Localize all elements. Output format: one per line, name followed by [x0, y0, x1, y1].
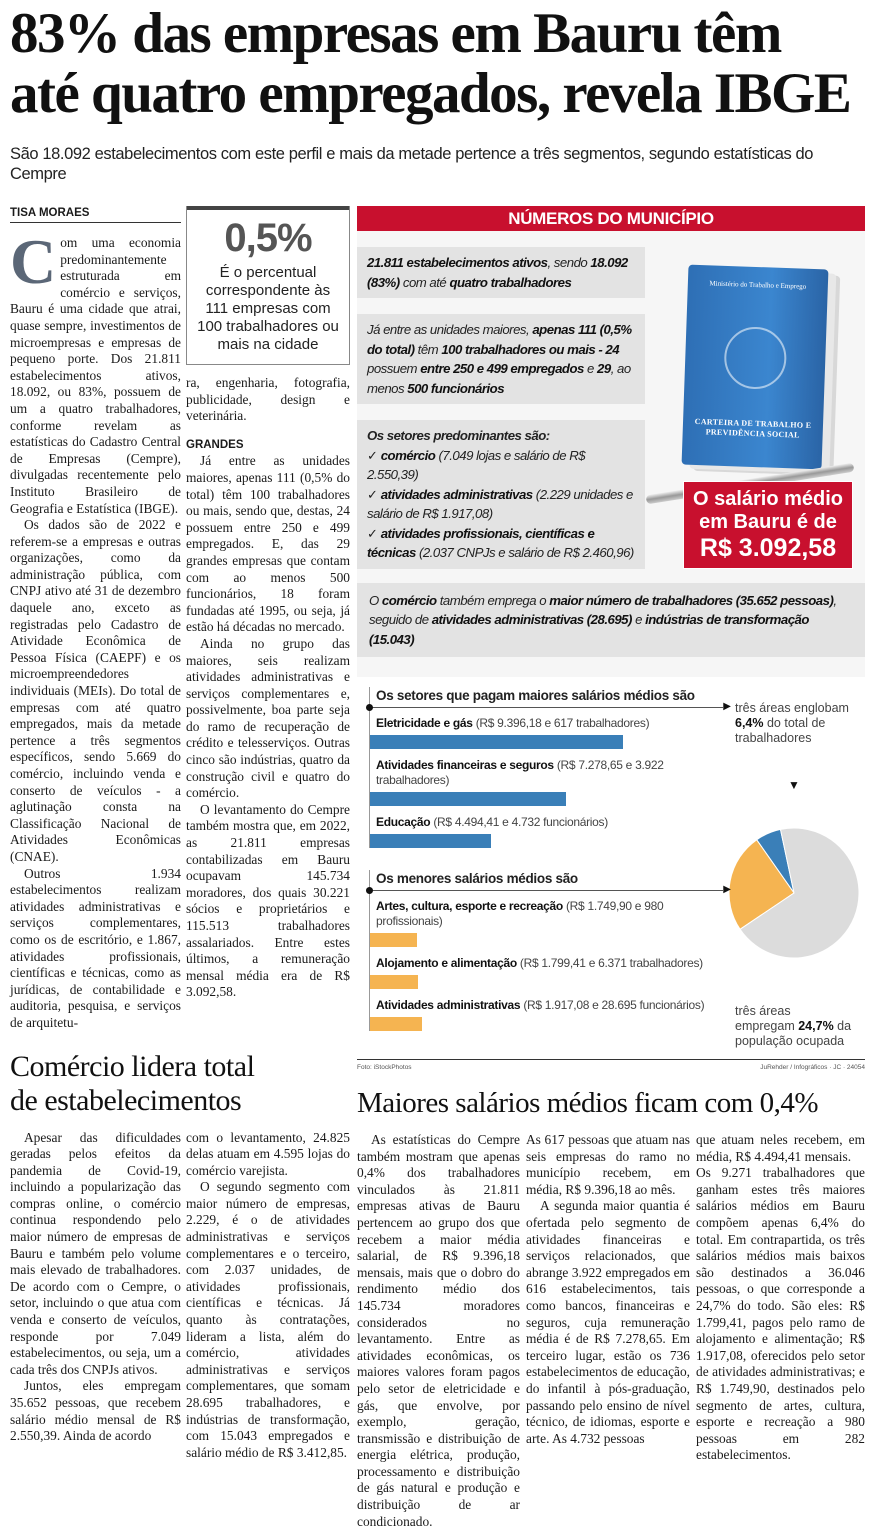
bar-label-name: Artes, cultura, esporte e recreação — [376, 899, 563, 913]
bar-label-name: Atividades administrativas — [376, 998, 521, 1012]
paragraph: Outros 1.934 estabelecimentos realizam atividades administrativas e serviços complementares, como os de escritório, e 1.867, atividades profissionais, científicas e técnicas, como as jurídicas, de contabilidade e auditoria, pesquisa, e serviços de arquitetu- — [10, 865, 181, 1030]
check-icon: ✓ — [367, 447, 381, 463]
bar-group-high — [369, 687, 731, 848]
bar-chart — [357, 687, 731, 1053]
sector-detail: (7.049 lojas e salário de R$ 2.550,39) — [367, 447, 586, 482]
text-segment: com até — [399, 274, 450, 290]
bar-label — [376, 998, 723, 1013]
chart-title-low: Os menores salários médios são — [376, 871, 578, 886]
sector-name: atividades administrativas — [380, 486, 533, 502]
salarios-column-3 — [696, 1132, 865, 1464]
text-segment: também emprega o — [436, 592, 550, 608]
note-pct: 6,4% — [735, 716, 764, 730]
salary-value: R$ 3.092,58 — [699, 533, 837, 562]
paragraph: As 617 pessoas que atuam nas seis empresas do ramo no município recebem, em média, R$ 9.396,18 ao mês. — [526, 1132, 690, 1197]
text-segment: têm — [414, 341, 442, 357]
bullet-dot — [366, 704, 373, 711]
salary-label-1: O salário médio — [692, 487, 844, 510]
bar-label-detail: (R$ 4.494,41 e 4.732 funcionários) — [433, 815, 608, 829]
fact-box-employment — [357, 583, 865, 658]
sectors-title: Os setores predominantes são: — [367, 428, 550, 443]
bar-label-detail: (R$ 7.278,65 e 3.922 trabalhadores) — [376, 758, 664, 787]
paragraph: Juntos, eles empregam 35.652 pessoas, que recebem salário médio mensal de R$ 2.550,39. Ainda de acordo — [10, 1378, 181, 1444]
graphic-credit: JuRehder / Infográficos · JC · 24054 — [760, 1064, 865, 1071]
page-body — [10, 206, 865, 1530]
check-icon: ✓ — [367, 486, 381, 502]
card-title-text: CARTEIRA DE TRABALHO E PREVIDÊNCIA SOCIAL — [694, 416, 812, 440]
emphasis-text: comércio — [381, 592, 437, 608]
divider — [187, 206, 349, 210]
bar-label-name: Eletricidade e gás — [376, 716, 473, 730]
drop-cap: C — [10, 226, 57, 297]
emphasis-text: apenas 111 (0,5% do total) — [367, 322, 632, 357]
sector-item — [367, 446, 635, 485]
left-region — [10, 206, 350, 1461]
emphasis-text: 500 funcionários — [407, 380, 505, 396]
right-region — [357, 206, 865, 1530]
highlight-value: 0,5% — [224, 216, 312, 260]
emphasis-text: 18.092 (83%) — [367, 255, 628, 290]
note-text: três áreas empregam — [735, 1003, 799, 1033]
salary-chart — [357, 677, 865, 1059]
pie-chart-area — [723, 687, 865, 1053]
sector-name: comércio — [380, 447, 436, 463]
text-segment: O — [369, 592, 382, 608]
sector-item — [367, 524, 635, 563]
section-title-comercio — [10, 1050, 350, 1118]
emphasis-text: 100 trabalhadores ou mais - 24 — [441, 341, 620, 357]
headline-line-2: até quatro empregados, revela IBGE — [10, 62, 851, 125]
emphasis-text: quatro trabalhadores — [449, 274, 572, 290]
subtitle: São 18.092 estabelecimentos com este perfil e mais da metade pertence a três segmentos, segundo estatísticas do Cempre — [10, 145, 814, 183]
fact-box-large-units — [357, 314, 645, 404]
title-line: Comércio lidera total — [10, 1049, 255, 1083]
bar-group-low — [369, 870, 731, 1031]
bar-label-name: Alojamento e alimentação — [376, 956, 517, 970]
arrow-right-icon: ▶ — [723, 701, 731, 712]
fact-box-sectors — [357, 420, 645, 569]
credits — [357, 1059, 865, 1072]
comercio-column-1 — [10, 1130, 181, 1445]
paragraph: com o levantamento, 24.825 delas atuam em 4.595 lojas do comércio varejista. — [186, 1129, 350, 1178]
paragraph: que atuam neles recebem, em média, R$ 4.494,41 mensais. — [696, 1132, 865, 1164]
sector-detail: (2.037 CNPJs e salário de R$ 2.460,96) — [415, 545, 634, 560]
text-segment: , seguido de — [369, 592, 837, 627]
sector-detail: (2.229 unidades e salário de R$ 1.917,08) — [367, 486, 633, 521]
bar-label-detail: (R$ 9.396,18 e 617 trabalhadores) — [475, 716, 650, 730]
bar — [370, 735, 623, 749]
salarios-article — [357, 1132, 865, 1530]
comercio-article — [10, 1130, 350, 1462]
paragraph: Os dados são de 2022 e referem-se a empresas e outras organizações, como da administração pública, com CNPJ ativo até 31 de dezembro daquele ano, exceto as registradas pelo Cadastro de Atividade Econômica de Pessoa Física (CAEPF) e os microempreendedores individuais (MEIs). Do total de empresas com até quatro empregados, mais da metade pertence a três segmentos específicos, sendo 5.669 do comércio, incluindo venda e conserto de veículos - a aglutinação consta na Classificação Nacional de Atividades Econômicas (CNAE). — [10, 517, 181, 864]
salarios-column-1 — [357, 1132, 520, 1530]
emphasis-text: 21.811 estabelecimentos ativos — [367, 255, 548, 270]
pie-note-high — [735, 701, 853, 746]
bar — [370, 933, 417, 947]
emphasis-text: maior número de trabalhadores (35.652 pessoas) — [549, 592, 834, 608]
infographic — [357, 206, 865, 1072]
text-segment: Já entre as unidades maiores, — [367, 322, 533, 337]
bar-label-detail: (R$ 1.749,90 e 980 profissionais) — [376, 899, 664, 928]
main-article-column-1 — [10, 206, 181, 1032]
bar — [370, 975, 418, 989]
byline: TISA MORAES — [10, 206, 181, 223]
card-ministry-text: Ministério do Trabalho e Emprego — [709, 279, 807, 291]
headline — [10, 4, 865, 124]
note-text: do total de trabalhadores — [735, 716, 826, 745]
note-text: três áreas englobam — [735, 701, 849, 715]
paragraph-text: om uma economia predominantemente estruturada em comércio e serviços, Bauru é uma cidade que atrai, quase sempre, investimentos de microempresas e empresas de pequeno porte. Dos 21.811 estabelecimentos ativos, 18.092, ou 83%, possuem de um a quatro trabalhadores, conforme revelam as estatísticas do Cadastro Central de Empresas (Cempre), divulgadas recentemente pelo Instituto Brasileiro de Geografia e Estatística (IBGE). — [10, 235, 181, 516]
arrow-down-icon: ▼ — [788, 777, 800, 792]
bar-label — [376, 815, 723, 830]
connector-line — [370, 884, 731, 895]
pie-chart — [724, 823, 864, 963]
paragraph: O segundo segmento com maior número de empresas, 2.229, é o de atividades administrativas e serviços complementares e o terceiro, com 2.037 unidades, de atividades profissionais, científicas e técnicas. Já quanto às contratações, lideram a lista, além do comércio, atividades administrativas e serviços complementares, que somam 28.695 trabalhadores, e indústrias de transformação, com 15.043 empregados e salário médio de R$ 3.412,85. — [186, 1179, 350, 1460]
section-title-salarios: Maiores salários médios ficam com 0,4% — [357, 1087, 818, 1119]
paragraph: ra, engenharia, fotografia, publicidade, design e veterinária. — [186, 375, 350, 424]
bullet-dot — [366, 887, 373, 894]
note-pct: 24,7% — [798, 1018, 834, 1033]
check-icon: ✓ — [367, 525, 381, 541]
highlight-text: É o percentual correspondente às 111 empresas com 100 trabalhadores ou mais na cidade — [197, 264, 339, 353]
bar-label — [376, 716, 723, 731]
text-segment: possuem — [367, 361, 421, 376]
paragraph — [10, 226, 181, 517]
infographic-title: NÚMEROS DO MUNICÍPIO — [357, 206, 865, 231]
fact-box-establishments — [357, 247, 645, 298]
infographic-visual — [675, 247, 865, 569]
paragraph: Ainda no grupo das maiores, seis realizam atividades administrativas e serviços complementares e, possivelmente, boa parte seja do ramo de recuperação de crédito e telesserviços. Outras cinco são indústrias, quatro da construção civil e quatro do comércio. — [186, 635, 350, 801]
salarios-column-2 — [526, 1132, 690, 1447]
paragraph: As estatísticas do Cempre também mostram que apenas 0,4% dos trabalhadores vinculados às 21.811 empresas ativas de Bauru pertencem ao grupo dos que recebem a maior média salarial, de R$ 9.396,18 mensais, mais que o dobro do rendimento médio dos 145.734 moradores considerados no levantamento. Entre as atividades econômicas, os maiores valores foram pagos pelo setor de eletricidade e gás, que envolve, por exemplo, geração, transmissão e distribuição de energia elétrica, produção, processamento e distribuição de gás natural e produção e distribuição de ar condicionado. — [357, 1132, 520, 1529]
paragraph: Os 9.271 trabalhadores que ganham estes três maiores salários médios em Bauru compõem apenas 6,4% do total. Em contrapartida, os três salários médios mais baixos são destinados a 36.046 pessoas, o que corresponde a 24,7% do todo. São eles: R$ 1.799,41, pagos pelo ramo de alojamento e alimentação; R$ 1.917,08, oferecidos pelo setor de atividades administrativas; e R$ 1.749,90, destinados pelo segmento de artes, cultura, esporte e recreação a 980 pessoas em 282 estabelecimentos. — [696, 1165, 865, 1463]
paragraph: Apesar das dificuldades geradas pelos efeitos da pandemia de Covid-19, incluindo a popularização das compras online, o comércio continua respondendo pelo maior número de empresas de Bauru e também pelo volume mais elevado de trabalhadores. De acordo com o Cempre, o setor, incluindo o que atua com venda e conserto de veículos, responde por 7.049 estabelecimentos, ou seja, um a cada três dos CNPJs ativos. — [10, 1129, 181, 1377]
comercio-column-2 — [186, 1130, 350, 1462]
photo-credit: Foto: iStockPhotos — [357, 1064, 412, 1071]
bar-label-name: Educação — [376, 815, 431, 829]
headline-line-1: 83% das empresas em Bauru têm — [10, 2, 781, 65]
sector-item — [367, 485, 635, 524]
arrow-right-icon: ▶ — [723, 884, 731, 895]
work-card-photo — [682, 265, 829, 470]
bar-label-detail: (R$ 1.917,08 e 28.695 funcionários) — [523, 998, 705, 1012]
bar — [370, 792, 566, 806]
bar-label — [376, 956, 723, 971]
average-salary-box — [683, 481, 853, 569]
connector-line — [370, 701, 731, 712]
bar-label-name: Atividades financeiras e seguros — [376, 758, 554, 772]
pie-note-low — [735, 1004, 853, 1049]
note-text: da população ocupada — [735, 1018, 852, 1048]
main-article — [10, 206, 350, 1032]
paragraph: Já entre as unidades maiores, apenas 111 (0,5% do total) têm 100 trabalhadores ou mais, sendo que, destas, 24 possuem entre 250 e 499 empregados. E, das 29 grandes empresas que contam com ao menos 500 funcionários, 18 foram fundadas até 1995, ou seja, já estão há décadas no mercado. — [186, 453, 350, 635]
emphasis-text: 29 — [597, 361, 611, 376]
title-line: de estabelecimentos — [10, 1083, 242, 1117]
highlight-box — [186, 206, 350, 365]
infographic-facts — [357, 231, 865, 583]
bar — [370, 1017, 422, 1031]
text-segment: e — [631, 612, 646, 627]
paragraph: A segunda maior quantia é ofertada pelo segmento de atividades financeiras e serviços relacionados, que abrange 3.922 empregados em 616 estabelecimentos, tais como bancos, financeiras e seguros, cuja remuneração média é de R$ 7.278,65. Em terceiro lugar, estão os 736 estabelecimentos de educação, do infantil à pós-graduação, passando pelo ensino de nível técnico, de idiomas, esporte e arte. As 4.732 pessoas — [526, 1198, 690, 1446]
sector-name: atividades profissionais, científicas e técnicas — [367, 525, 595, 560]
bar — [370, 834, 491, 848]
main-article-column-2 — [186, 206, 350, 1001]
coat-of-arms-icon — [723, 326, 787, 390]
text-segment: , ao menos — [367, 361, 631, 396]
fact-boxes — [357, 247, 645, 569]
chart-title-high: Os setores que pagam maiores salários médios são — [376, 688, 695, 703]
emphasis-text: indústrias de transformação (15.043) — [369, 612, 809, 647]
subhead: GRANDES — [186, 438, 244, 451]
bar-label-detail: (R$ 1.799,41 e 6.371 trabalhadores) — [519, 956, 703, 970]
salary-label-2: em Bauru é de — [699, 510, 837, 533]
emphasis-text: atividades administrativas (28.695) — [431, 612, 632, 627]
text-segment: e — [583, 361, 598, 376]
bar-label — [376, 899, 723, 929]
paragraph: O levantamento do Cempre também mostra que, em 2022, as 21.811 empresas contabilizadas em Bauru ocupavam 145.734 moradores, dos quais 30.221 sócios e proprietários e 115.513 trabalhadores assalariados. Entre estes últimos, a remuneração mensal média era de R$ 3.092,58. — [186, 801, 350, 1000]
emphasis-text: entre 250 e 499 empregados — [420, 361, 584, 376]
text-segment: , sendo — [547, 255, 591, 270]
bar-label — [376, 758, 723, 788]
